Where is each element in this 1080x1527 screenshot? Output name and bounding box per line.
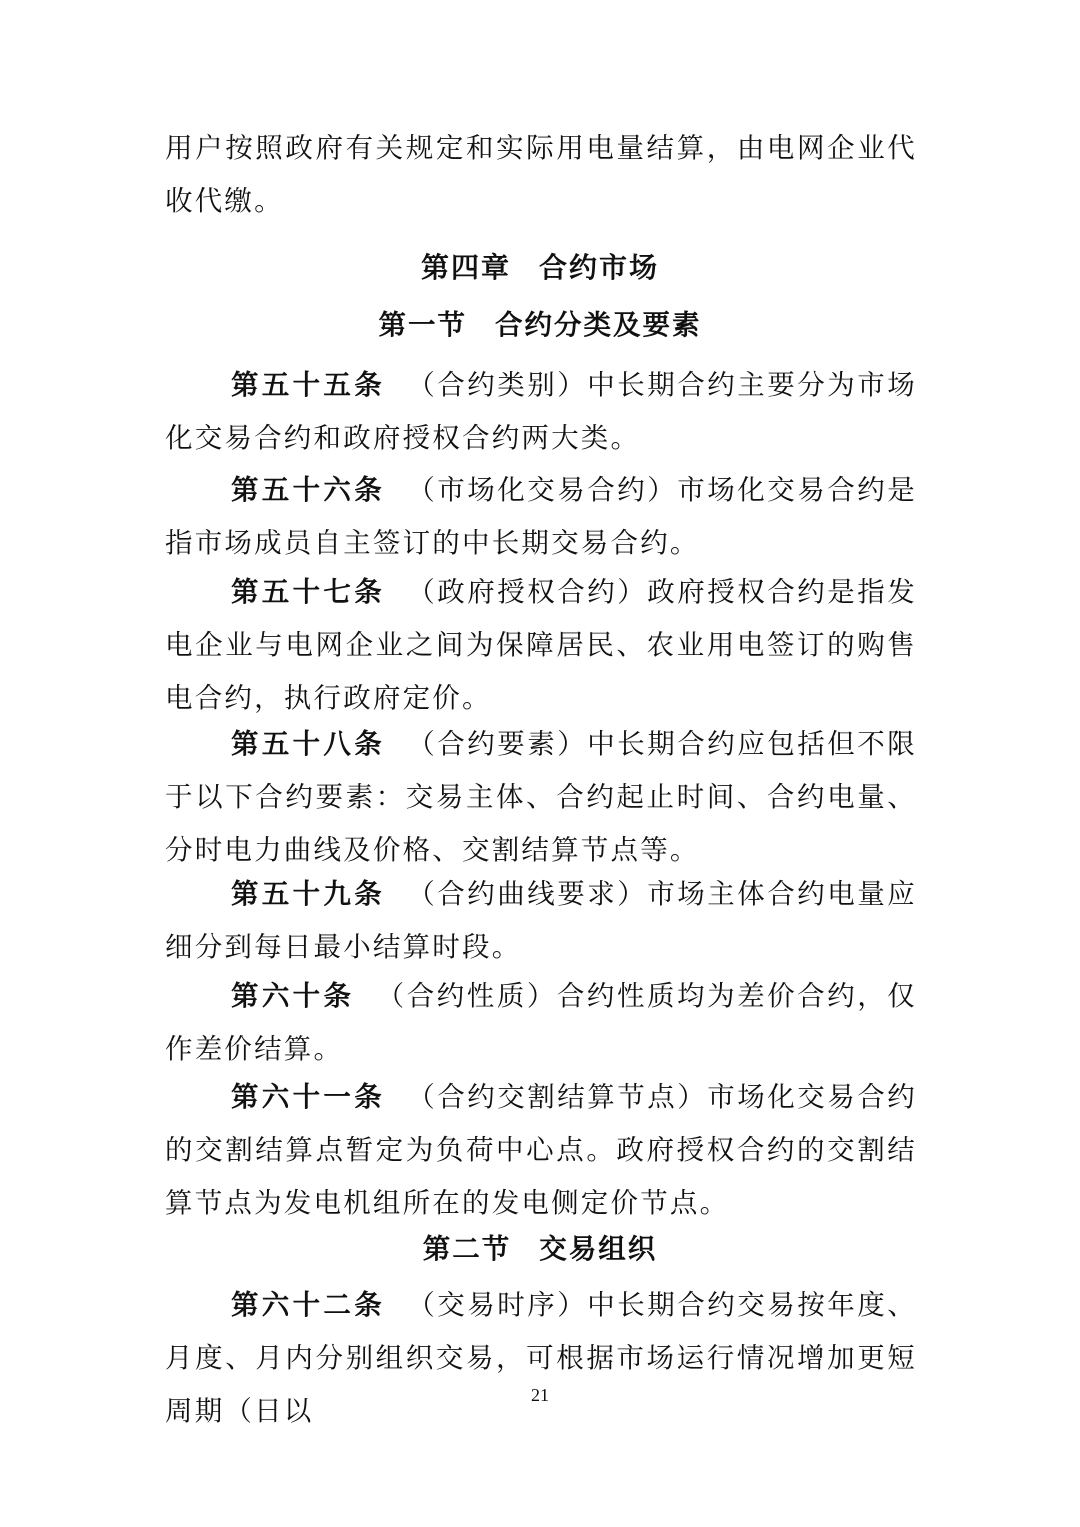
article-text: （市场化交易合约）市场化交易合约是指市场成员自主签订的中长期交易合约。 (165, 474, 917, 559)
article-text: （合约性质）合约性质均为差价合约，仅作差价结算。 (165, 980, 917, 1065)
article-text: （交易时序）中长期合约交易按年度、月度、月内分别组织交易，可根据市场运行情况增加更短周期（日以 (165, 1289, 917, 1427)
article-number: 第六十条 (231, 980, 355, 1012)
chapter-title: 合约市场 (539, 251, 660, 284)
section-title: 合约分类及要素 (495, 309, 702, 341)
article-62 (165, 1279, 917, 1438)
article-61 (165, 1071, 917, 1230)
article-number: 第六十一条 (231, 1081, 385, 1113)
section-number: 第一节 (378, 309, 467, 341)
section-heading-1 (0, 302, 1080, 342)
section-heading-2 (0, 1226, 1080, 1266)
article-text: （合约要素）中长期合约应包括但不限于以下合约要素：交易主体、合约起止时间、合约电量、分时电力曲线及价格、交割结算节点等。 (165, 728, 917, 866)
article-text: （合约交割结算节点）市场化交易合约的交割结算点暂定为负荷中心点。政府授权合约的交割结算节点为发电机组所在的发电侧定价节点。 (165, 1081, 917, 1219)
article-number: 第五十七条 (231, 576, 385, 608)
section-title: 交易组织 (539, 1233, 658, 1265)
chapter-heading (0, 246, 1080, 286)
article-59 (165, 868, 917, 974)
article-text: （合约类别）中长期合约主要分为市场化交易合约和政府授权合约两大类。 (165, 369, 917, 454)
carryover-paragraph: 用户按照政府有关规定和实际用电量结算，由电网企业代收代缴。 (165, 132, 917, 217)
article-text: （政府授权合约）政府授权合约是指发电企业与电网企业之间为保障居民、农业用电签订的购售电合约，执行政府定价。 (165, 576, 917, 714)
article-56 (165, 464, 917, 570)
article-number: 第五十九条 (231, 878, 385, 910)
page-number: 21 (531, 1385, 549, 1405)
article-number: 第五十八条 (231, 728, 385, 760)
chapter-number: 第四章 (420, 251, 511, 284)
article-58 (165, 718, 917, 877)
article-55 (165, 359, 917, 465)
article-number: 第五十五条 (231, 369, 385, 401)
section-number: 第二节 (422, 1233, 512, 1265)
article-57 (165, 566, 917, 725)
article-60 (165, 970, 917, 1076)
article-number: 第六十二条 (231, 1289, 385, 1321)
article-text: （合约曲线要求）市场主体合约电量应细分到每日最小结算时段。 (165, 878, 917, 963)
article-number: 第五十六条 (231, 474, 385, 506)
